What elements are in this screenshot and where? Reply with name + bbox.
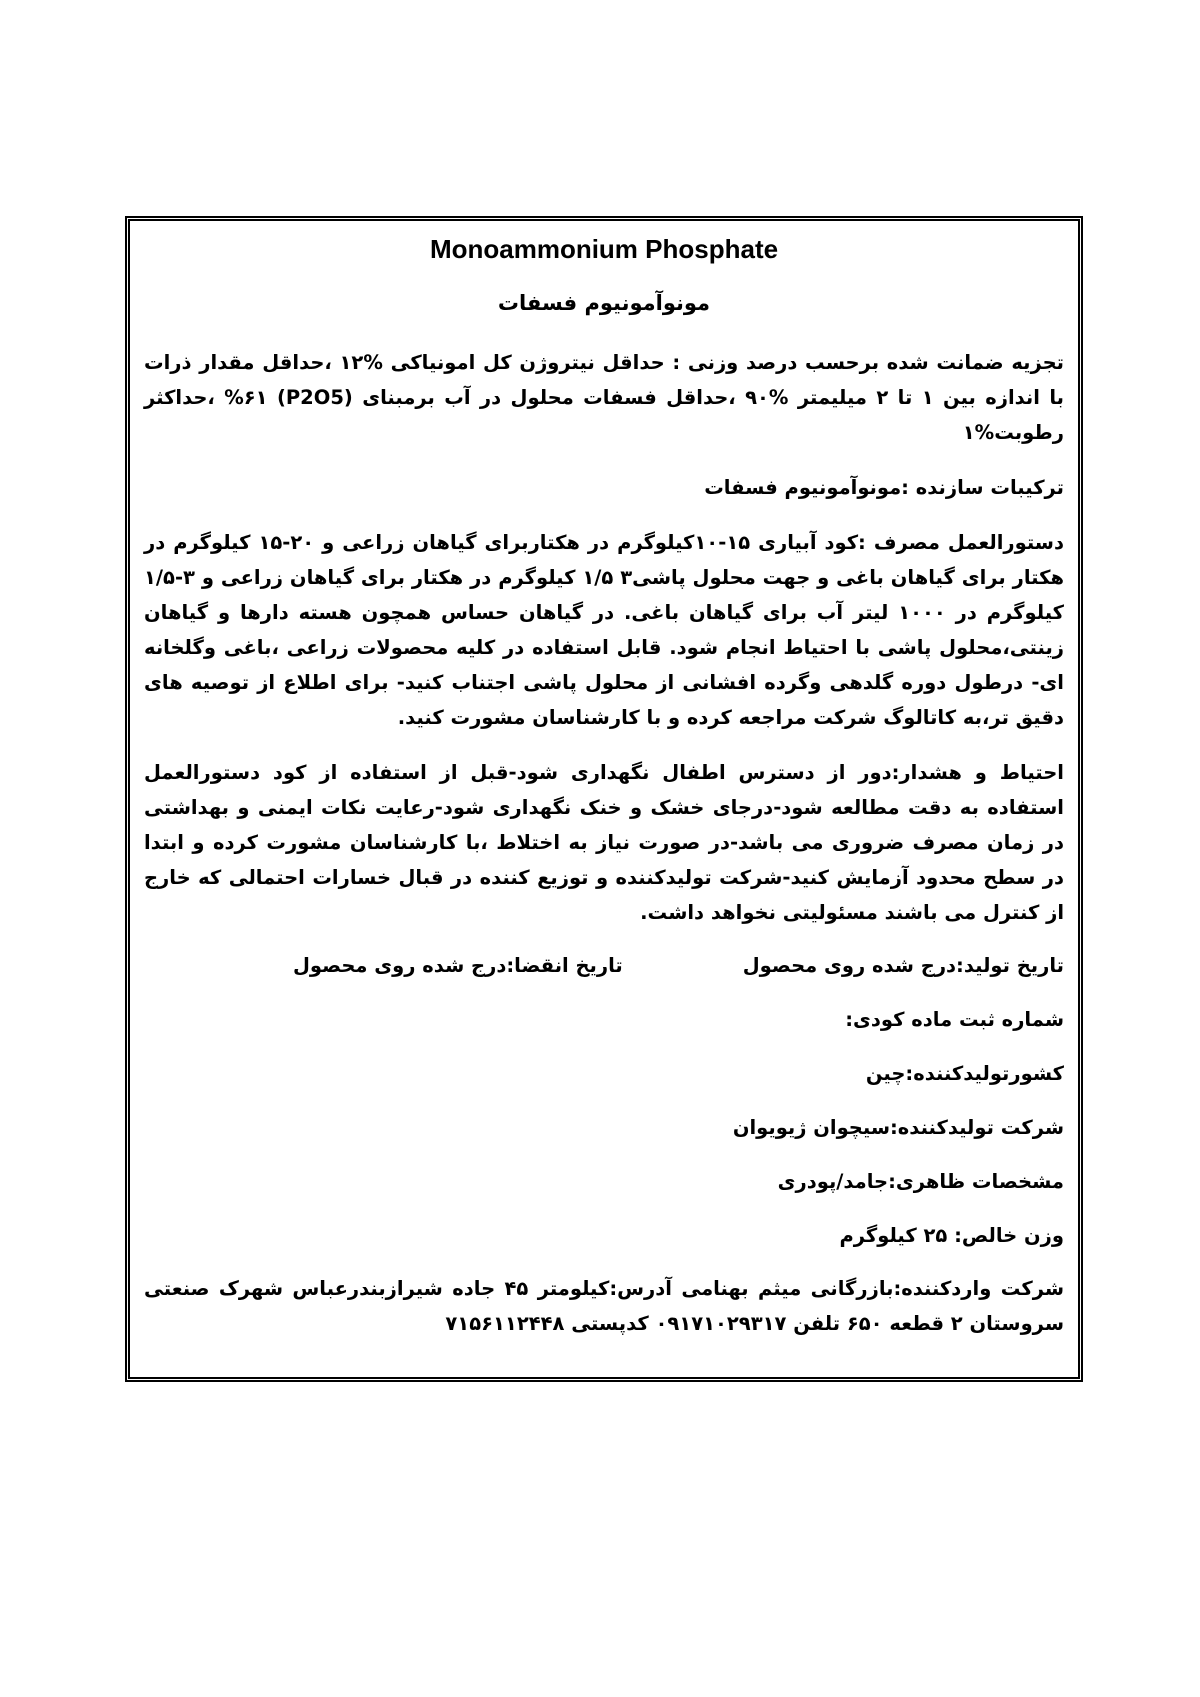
product-label-box [125,216,1083,1382]
production-date: تاریخ تولید:درج شده روی محصول [742,954,1064,977]
registration-number: شماره ثبت ماده کودی: [845,1008,1064,1031]
caution-warning: احتیاط و هشدار:دور از دسترس اطفال نگهداری شود-قبل از استفاده از کود دستورالعمل استفاده به دقت مطالعه شود-درجای خشک و خنک نگهداری شود-رعایت نکات ایمنی و بهداشتی در زمان مصرف ضروری می باشد-در صورت نیاز به اختلاط ،با کارشناسان مشورت کرده و ابتدا در سطح محدود آزمایش کنید-شرکت تولیدکننده و توزیع کننده در قبال خسارات احتمالی که خارج از کنترل می باشند مسئولیتی نخواهد داشت. [144,761,1064,924]
net-weight: وزن خالص: ۲۵ کیلوگرم [839,1224,1064,1247]
appearance: مشخصات ظاهری:جامد/پودری [777,1170,1064,1193]
title-english: Monoammonium Phosphate [429,234,779,264]
ingredients: ترکیبات سازنده :مونوآمونیوم فسفات [704,476,1064,499]
usage-instructions: دستورالعمل مصرف :کود آبیاری ۱۵-۱۰کیلوگرم در هکتاربرای گیاهان زراعی و ۲۰-۱۵ کیلوگرم در هکتار برای گیاهان باغی و جهت محلول پاشی۳ ۱/۵ کیلوگرم در هکتار برای گیاهان زراعی و ۳-۱/۵ کیلوگرم در ۱۰۰۰ لیتر آب برای گیاهان باغی. در گیاهان حساس همچون هسته دارها و گیاهان زینتی،محلول پاشی با احتیاط انجام شود. قابل استفاده در کلیه محصولات زراعی ،باغی وگلخانه ای- درطول دوره گلدهی وگرده افشانی از محلول پاشی اجتناب کنید- برای اطلاع از توصیه های دقیق تر،به کاتالوگ شرکت مراجعه کرده و با کارشناسان مشورت کنید. [144,531,1065,729]
guaranteed-analysis: تجزیه ضمانت شده برحسب درصد وزنی : حداقل نیتروژن کل امونیاکی %۱۲ ،حداقل مقدار ذرات با اندازه بین ۱ تا ۲ میلیمتر %۹۰ ،حداقل فسفات محلول در آب برمبنای (P2O5) %۶۱ ،حداکثر رطوبت%۱ [144,351,1064,444]
country-of-origin: کشورتولیدکننده:چین [865,1062,1064,1085]
title-persian: مونوآمونیوم فسفات [497,291,711,315]
expiry-date: تاریخ انقضا:درج شده روی محصول [293,954,623,977]
importer-info: شرکت واردکننده:بازرگانی میثم بهنامی آدرس:کیلومتر ۴۵ جاده شیرازبندرعباس شهرک صنعتی سروستان ۲ قطعه ۶۵۰ تلفن ۰۹۱۷۱۰۲۹۳۱۷ کدپستی ۷۱۵۶۱۱۲۴۴۸ [144,1277,1064,1335]
manufacturer: شرکت تولیدکننده:سیچوان ژیویوان [732,1116,1064,1139]
dates-row [144,948,1064,983]
